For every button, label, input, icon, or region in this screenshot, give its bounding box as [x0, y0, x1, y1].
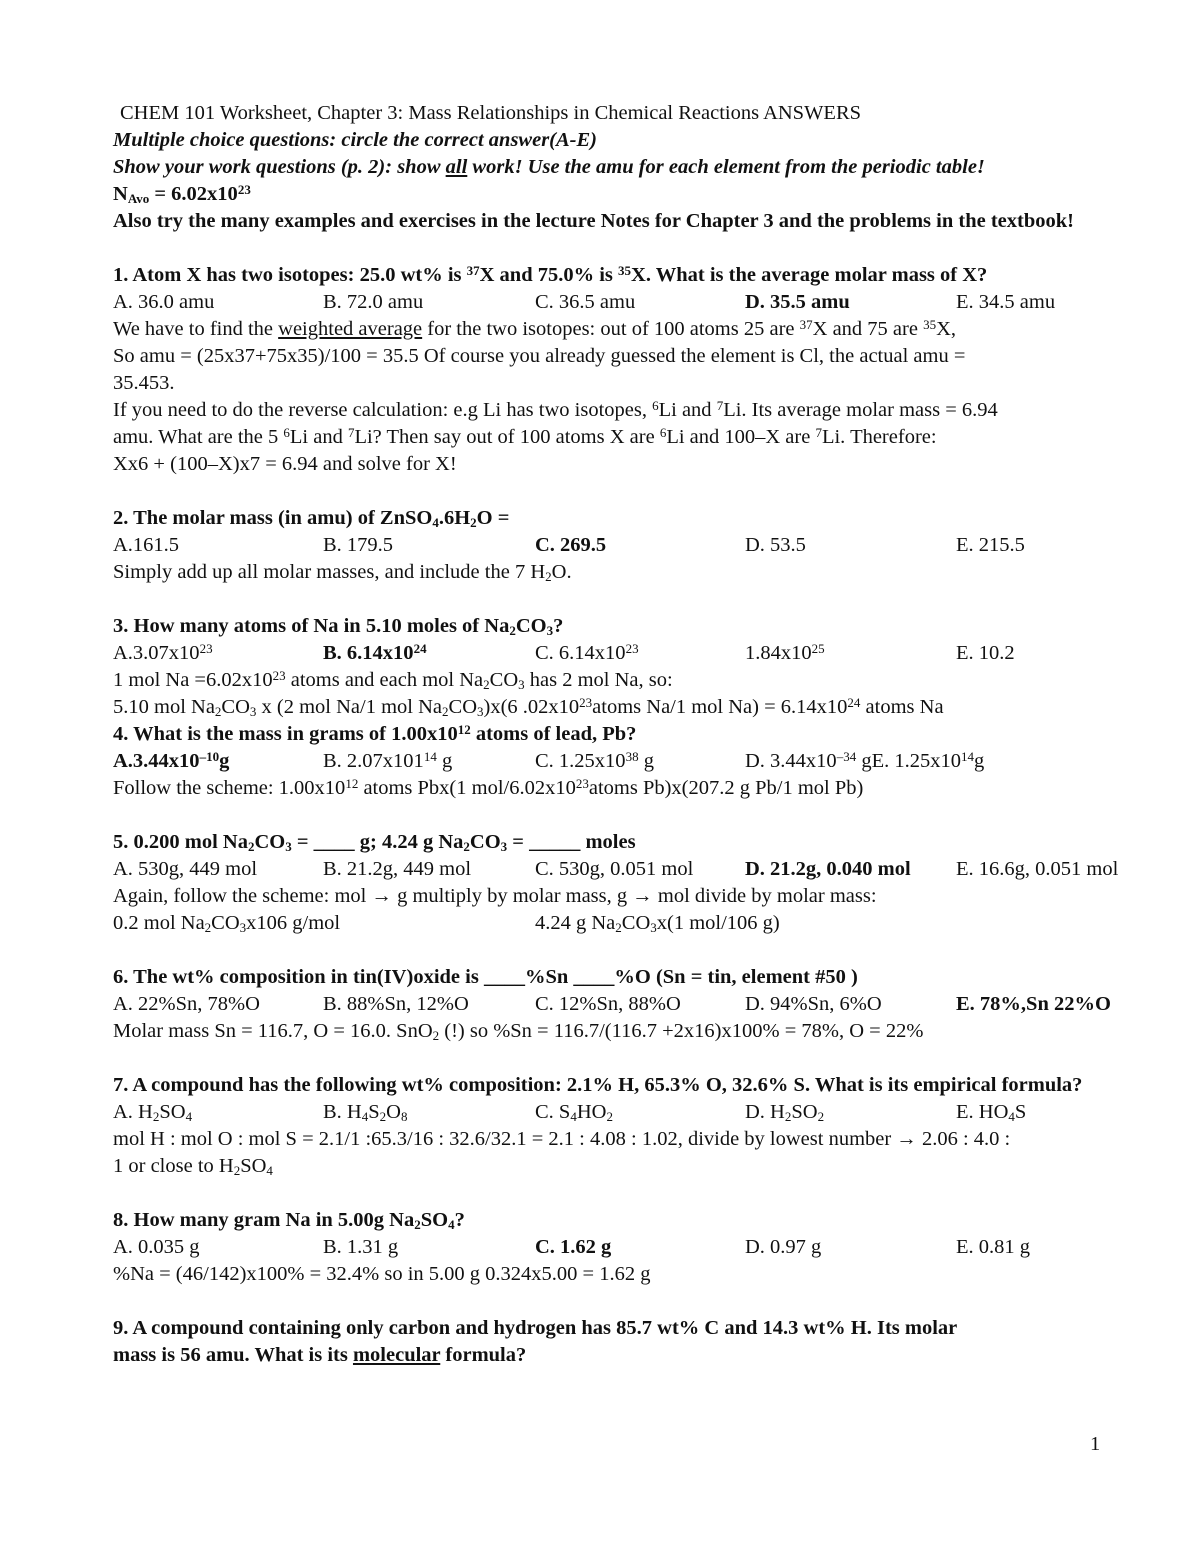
worksheet-page [113, 100, 1158, 1369]
answer-1-line-5: amu. What are the 5 $^6$Li and $^7$Li? Then say out of 100 atoms X are $^6$Li and 100–X are $^7$Li. Therefore: [113, 425, 937, 448]
question-3: 3. How many atoms of Na in 5.10 moles of $Na_2CO_3$? [113, 615, 564, 638]
question-6-options [113, 991, 1158, 1018]
option-c-correct[interactable]: C. 1.62 g [535, 1236, 612, 1258]
option-d-e[interactable]: D. $3.44x10^{-34}$ gE. $1.25x10^{14}g$ [745, 749, 985, 772]
option-c[interactable]: C. 530g, 0.051 mol [535, 858, 694, 880]
option-a[interactable]: A. 0.035 g [113, 1236, 200, 1258]
option-d-correct[interactable]: D. 21.2g, 0.040 mol [745, 858, 911, 880]
question-2-options [113, 532, 1158, 559]
instructions-work: Show your work questions (p. 2): show all work! Use the amu for each element from the periodic table! [113, 156, 985, 178]
question-6: 6. The wt% composition in tin(IV)oxide is ____%Sn ____%O (Sn = tin, element #50 ) [113, 966, 858, 988]
option-d[interactable]: D. 94%Sn, 6%O [745, 993, 882, 1015]
answer-3-line-2: 5.10 mol $Na_2CO_3$ x (2 mol Na/1 mol $Na_2CO_3)x(6$ $.02x10^{23}atoms$ Na/1 mol $Na) = 6.14x10^{24}$ atoms Na [113, 695, 944, 719]
option-c[interactable]: C. 12%Sn, 88%O [535, 993, 681, 1015]
answer-6-line-1: Molar mass Sn = 116.7, O = 16.0. SnO$_2$ (!) so %Sn = 116.7/(116.7 +2x16)x100% = 78%, O = 22% [113, 1020, 924, 1043]
option-a[interactable]: A. 530g, 449 mol [113, 858, 258, 880]
answer-1-line-4: If you need to do the reverse calculation: e.g Li has two isotopes, $^6$Li and $^7$Li. Its average molar mass = 6.94 [113, 398, 998, 421]
option-e-correct[interactable]: E. 78%,Sn 22%O [956, 993, 1111, 1015]
option-d[interactable]: D. 0.97 g [745, 1236, 822, 1258]
option-c[interactable]: C. $S_4HO_2$ [535, 1101, 613, 1124]
option-b[interactable]: B. 72.0 amu [323, 291, 424, 313]
question-5-options [113, 856, 1158, 883]
question-3-options [113, 640, 1158, 667]
option-b[interactable]: B. $H_4S_2O_8$ [323, 1101, 408, 1124]
question-9-line-1: 9. A compound containing only carbon and hydrogen has 85.7 wt% C and 14.3 wt% H. Its molar [113, 1317, 958, 1339]
answer-3-line-1: 1 mol $Na =6.02x10^{23}$ atoms and each mol $Na_2CO_3$ has 2 mol Na, so: [113, 668, 673, 692]
worksheet-title: CHEM 101 Worksheet, Chapter 3: Mass Relationships in Chemical Reactions ANSWERS [120, 102, 862, 124]
option-a[interactable]: A. 36.0 amu [113, 291, 215, 313]
question-7-options [113, 1099, 1158, 1126]
avogadro-constant: $N_{Avo} = 6.02x10^{23}$ [113, 182, 251, 206]
option-c[interactable]: C. $6.14x10^{23}$ [535, 641, 639, 664]
answer-7-line-2: 1 or close to $H_2SO_4$ [113, 1155, 273, 1178]
question-8-options [113, 1234, 1158, 1261]
option-a[interactable]: $A.3.07x10^{23}$ [113, 641, 213, 664]
question-1-options [113, 289, 1158, 316]
option-e[interactable]: E. $HO_4S$ [956, 1101, 1027, 1124]
option-e[interactable]: E. 10.2 [956, 642, 1015, 664]
instructions-mc: Multiple choice questions: circle the correct answer(A-E) [113, 129, 597, 151]
answer-1-line-3: 35.453. [113, 372, 175, 394]
option-b[interactable]: B. $2.07x101^{14}$ g [323, 749, 453, 772]
question-1: 1. Atom X has two isotopes: 25.0 wt% is $^{37}$X and 75.0% is $^{35}$X. What is the average molar mass of X? [113, 263, 988, 286]
question-9-line-2: mass is 56 amu. What is its molecular formula? [113, 1344, 527, 1366]
page-number: 1 [1090, 1433, 1101, 1455]
option-a-correct[interactable]: $A.3.44x10^{-10}g$ [113, 749, 230, 772]
option-a[interactable]: A.161.5 [113, 534, 180, 556]
answer-1-line-2: So amu = (25x37+75x35)/100 = 35.5 Of course you already guessed the element is Cl, the actual amu = [113, 345, 966, 367]
option-a-correct[interactable]: A. $H_2SO_4$ [113, 1101, 193, 1124]
also-try-note: Also try the many examples and exercises in the lecture Notes for Chapter 3 and the problems in the textbook! [113, 210, 1074, 232]
answer-1-line-6: Xx6 + (100–X)x7 = 6.94 and solve for X! [113, 453, 457, 475]
question-5: 5. 0.200 mol $Na_2CO_3$ = ____ g; 4.24 g $Na_2CO_3$ = _____ moles [113, 831, 636, 854]
answer-1-line-1: We have to find the weighted average for the two isotopes: out of 100 atoms 25 are $^{37}$X and 75 are $^{35}$X, [113, 317, 957, 340]
question-4-options [113, 748, 1158, 775]
answer-7-line-1: mol H : mol O : mol S = 2.1/1 :65.3/16 : 32.6/32.1 = 2.1 : 4.08 : 1.02, divide by lowest number → 2.06 : 4.0 : [113, 1128, 1011, 1150]
blank-grams[interactable]: ____ [313, 831, 355, 853]
option-b-correct[interactable]: B. $6.14x10^{24}$ [323, 641, 427, 664]
option-b[interactable]: B. 179.5 [323, 534, 394, 556]
option-b[interactable]: B. 21.2g, 449 mol [323, 858, 472, 880]
option-d[interactable]: D. $H_2SO_2$ [745, 1101, 825, 1124]
question-7: 7. A compound has the following wt% composition: 2.1% H, 65.3% O, 32.6% S. What is its empirical formula? [113, 1074, 1083, 1096]
option-e[interactable]: E. 34.5 amu [956, 291, 1056, 313]
blank-sn[interactable]: ____ [483, 966, 525, 988]
answer-4-line-1: Follow the scheme: $1.00x10^{12}$ atoms Pbx(1 mol/$6.02x10^{23}atoms$ Pb)x(207.2 g Pb/1 mol Pb) [113, 776, 864, 799]
option-c[interactable]: C. $1.25x10^{38}$ g [535, 749, 654, 772]
option-a[interactable]: A. 22%Sn, 78%O [113, 993, 260, 1015]
option-e[interactable]: E. 215.5 [956, 534, 1025, 556]
question-4: 4. What is the mass in grams of $1.00x10^{12}$ atoms of lead, Pb? [113, 722, 637, 745]
option-d[interactable]: $1.84x10^{25}$ [745, 641, 825, 664]
answer-5-line-1: Again, follow the scheme: mol → g multiply by molar mass, g → mol divide by molar mass: [113, 885, 877, 907]
blank-moles[interactable]: _____ [529, 831, 581, 853]
answer-8-line-1: %Na = (46/142)x100% = 32.4% so in 5.00 g 0.324x5.00 = 1.62 g [113, 1263, 651, 1285]
question-8: 8. How many gram Na in 5.00g $Na_2SO_4$? [113, 1209, 465, 1232]
option-c[interactable]: C. 36.5 amu [535, 291, 636, 313]
option-d-correct[interactable]: D. 35.5 amu [745, 291, 850, 313]
option-b[interactable]: B. 88%Sn, 12%O [323, 993, 469, 1015]
blank-o[interactable]: ____ [573, 966, 615, 988]
question-2: 2. The molar mass (in amu) of $ZnSO_4.6H_2O$ = [113, 507, 510, 530]
option-e[interactable]: E. 0.81 g [956, 1236, 1031, 1258]
option-d[interactable]: D. 53.5 [745, 534, 806, 556]
option-c-correct[interactable]: C. 269.5 [535, 534, 607, 556]
option-b[interactable]: B. 1.31 g [323, 1236, 399, 1258]
option-e[interactable]: E. 16.6g, 0.051 mol [956, 858, 1119, 880]
answer-2-line-1: Simply add up all molar masses, and include the 7 $H_2O$. [113, 561, 572, 584]
answer-5-line-2: 0.2 mol $Na_2CO_3x106$ g/mol 4.24 g $Na_2CO_3x(1$ mol/106 g) [113, 912, 780, 935]
